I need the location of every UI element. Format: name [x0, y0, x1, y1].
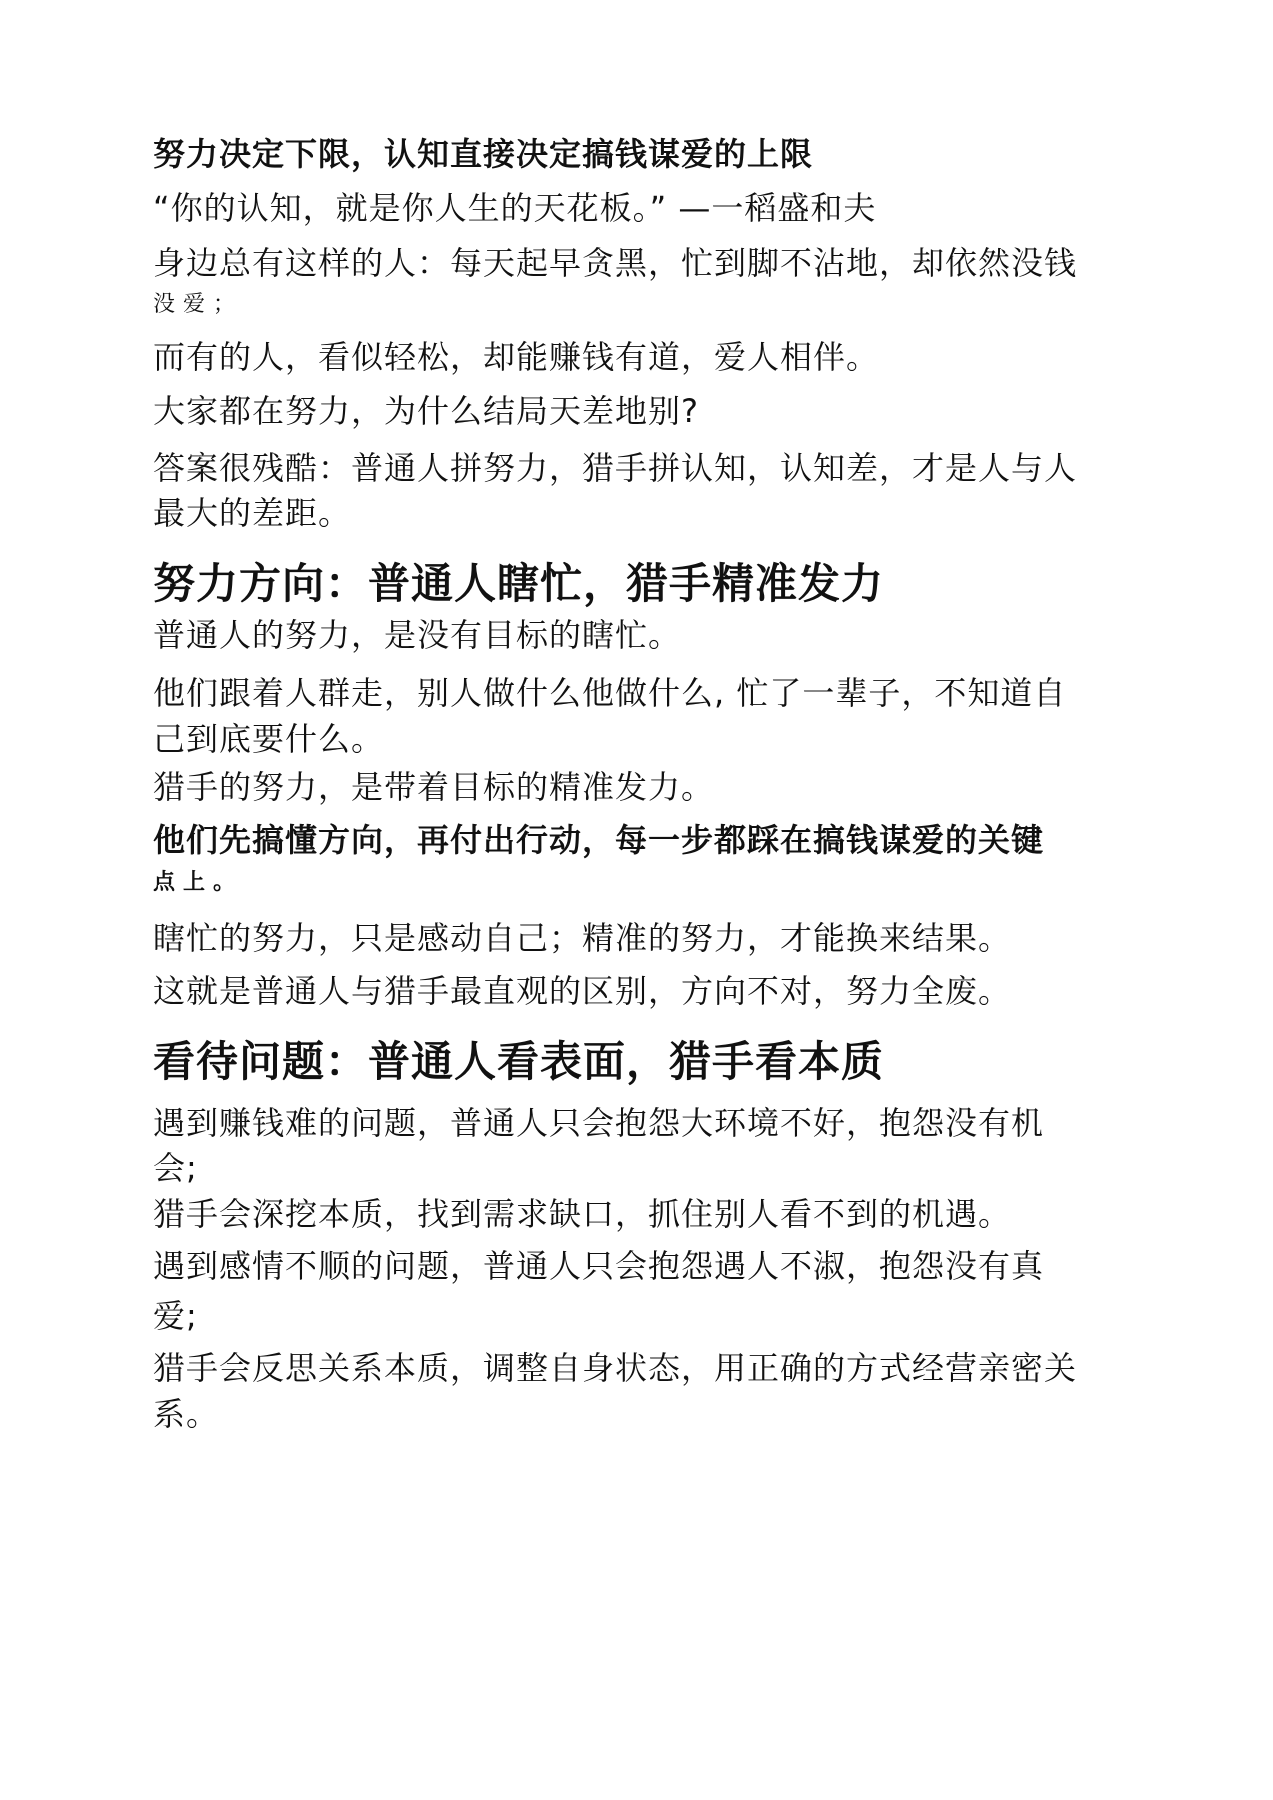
paragraph: 而有的人，看似轻松，却能赚钱有道，爱人相伴。	[153, 338, 880, 376]
paragraph-line: 答案很残酷：普通人拼努力，猎手拼认知，认知差，才是人与人	[153, 449, 1078, 487]
paragraph-line-bold: 他们先搞懂方向，再付出行动，每一步都踩在搞钱谋爱的关键	[153, 821, 1045, 859]
paragraph: 猎手会深挖本质，找到需求缺口，抓住别人看不到的机遇。	[153, 1195, 1012, 1233]
section-heading: 看待问题：普通人看表面，猎手看本质	[153, 1037, 885, 1086]
paragraph-line: 身边总有这样的人：每天起早贪黑，忙到脚不沾地，却依然没钱	[153, 244, 1078, 282]
paragraph: 猎手的努力，是带着目标的精准发力。	[153, 768, 715, 806]
paragraph: 普通人的努力，是没有目标的瞎忙。	[153, 616, 682, 654]
paragraph: 大家都在努力，为什么结局天差地别?	[153, 392, 699, 430]
paragraph-line: 猎手会反思关系本质，调整自身状态，用正确的方式经营亲密关	[153, 1349, 1078, 1387]
intro-title: 努力决定下限，认知直接决定搞钱谋爱的上限	[153, 135, 814, 173]
paragraph-line: 最大的差距。	[153, 494, 352, 532]
paragraph-line: 遇到赚钱难的问题，普通人只会抱怨大环境不好，抱怨没有机	[153, 1104, 1045, 1142]
paragraph-line: 系。	[153, 1395, 220, 1433]
paragraph: 瞎忙的努力，只是感动自己；精准的努力，才能换来结果。	[153, 919, 1012, 957]
paragraph-line: 他们跟着人群走，别人做什么他做什么, 忙了一辈子，不知道自	[153, 674, 1067, 712]
paragraph: 这就是普通人与猎手最直观的区别，方向不对，努力全废。	[153, 972, 1012, 1010]
paragraph-line: 遇到感情不顺的问题，普通人只会抱怨遇人不淑，抱怨没有真	[153, 1247, 1045, 1285]
paragraph-line-bold: 点上。	[153, 870, 244, 895]
paragraph-line: 己到底要什么。	[153, 720, 385, 758]
paragraph-line: 没爱；	[153, 292, 244, 317]
paragraph-line: 爱;	[153, 1297, 198, 1335]
section-heading: 努力方向：普通人瞎忙，猎手精准发力	[153, 559, 885, 608]
quote-line: “你的认知，就是你人生的天花板。” —一稻盛和夫	[153, 189, 877, 227]
paragraph-line: 会;	[153, 1149, 198, 1187]
